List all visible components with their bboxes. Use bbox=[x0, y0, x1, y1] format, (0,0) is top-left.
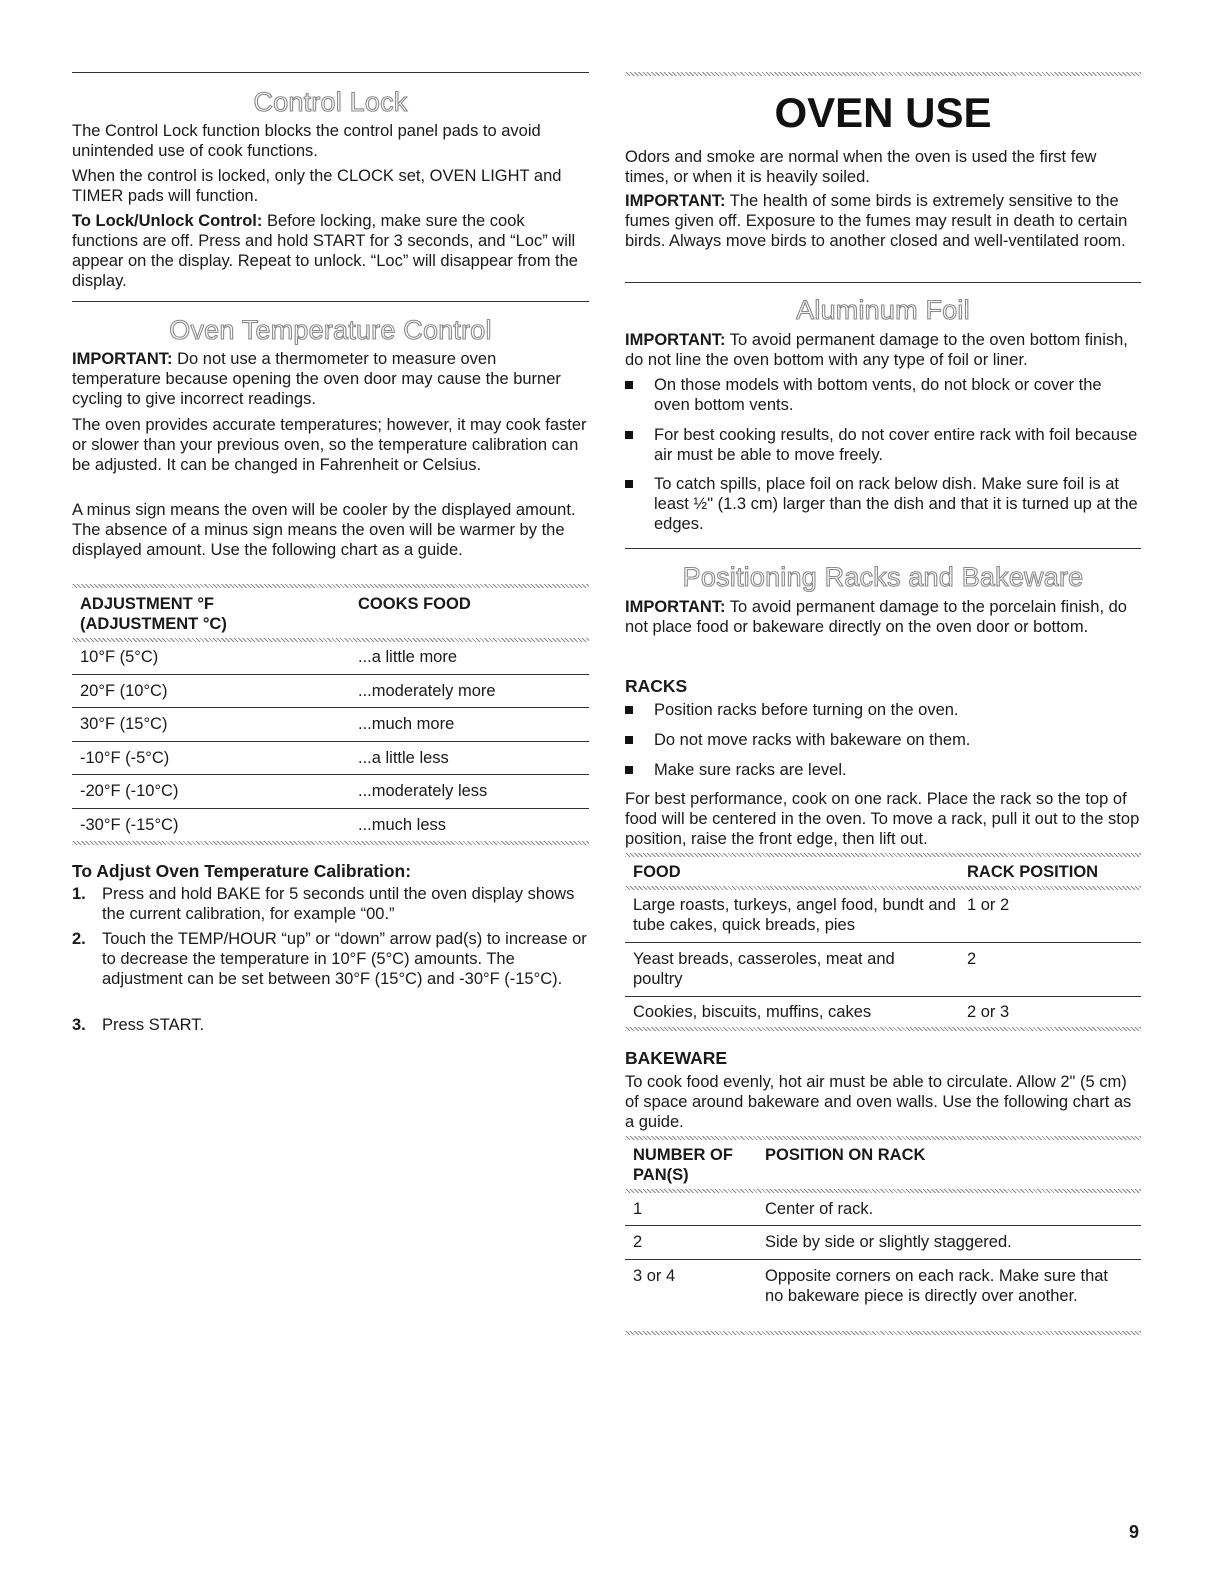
table-row-divider bbox=[72, 774, 589, 775]
table-cell-cooks-food: ...moderately more bbox=[358, 682, 496, 700]
positioning-racks-title: Positioning Racks and Bakeware bbox=[682, 562, 1084, 592]
bullet-text: Position racks before turning on the oven. bbox=[654, 701, 959, 719]
table-cell-position: Center of rack. bbox=[765, 1200, 874, 1218]
table-cell-position: Side by side or slightly staggered. bbox=[765, 1233, 1012, 1251]
oven-use-paragraph-2 bbox=[625, 191, 1141, 251]
table-header-border bbox=[625, 886, 1141, 890]
calibration-step-2 bbox=[72, 929, 589, 989]
positioning-paragraph bbox=[625, 597, 1141, 637]
table-row-divider bbox=[625, 1259, 1141, 1260]
bullet-text: Make sure racks are level. bbox=[654, 761, 847, 779]
step-text: Press START. bbox=[102, 1016, 205, 1034]
oven-temp-paragraph-3: A minus sign means the oven will be cooler by the displayed amount. The absence of a minus sign means the oven will be warmer by the displayed amount. Use the following chart as a guide. bbox=[72, 501, 576, 559]
table-cell-pans: 1 bbox=[633, 1200, 643, 1218]
table-cell-adjustment: 10°F (5°C) bbox=[80, 648, 159, 666]
important-label: IMPORTANT: bbox=[625, 598, 726, 616]
bullet-square-icon bbox=[625, 480, 633, 488]
bullet-square-icon bbox=[625, 381, 633, 389]
oven-temp-paragraph-1 bbox=[72, 349, 589, 409]
control-lock-paragraph-2: When the control is locked, only the CLOCK set, OVEN LIGHT and TIMER pads will function. bbox=[72, 167, 562, 205]
step-number: 1. bbox=[72, 885, 86, 903]
important-label: IMPORTANT: bbox=[625, 331, 726, 349]
table-cell-pans: 3 or 4 bbox=[633, 1267, 676, 1285]
table-bottom-border bbox=[625, 1331, 1141, 1335]
table-cell-food: Cookies, biscuits, muffins, cakes bbox=[633, 1003, 872, 1021]
oven-temp-important-text: Do not use a thermometer to measure oven temperature because opening the oven door may cause the burner cycling to give incorrect readings. bbox=[72, 350, 561, 408]
section-divider bbox=[72, 301, 589, 302]
table-cell-position: Opposite corners on each rack. Make sure that no bakeware piece is directly over another. bbox=[765, 1267, 1109, 1305]
table-cell-cooks-food: ...much more bbox=[358, 715, 455, 733]
calibration-step-3 bbox=[72, 1015, 589, 1035]
table-cell-food: Large roasts, turkeys, angel food, bundt and tube cakes, quick breads, pies bbox=[633, 896, 956, 934]
bullet-square-icon bbox=[625, 706, 633, 714]
calibration-heading: To Adjust Oven Temperature Calibration: bbox=[72, 861, 412, 881]
control-lock-paragraph-1: The Control Lock function blocks the control panel pads to avoid unintended use of cook functions. bbox=[72, 122, 541, 160]
rack-position-header: RACK POSITION bbox=[967, 863, 1099, 881]
bullet-text: To catch spills, place foil on rack below dish. Make sure foil is at least ½" (1.3 cm) larger than the dish and that it is turned up at the edges. bbox=[654, 475, 1138, 533]
table-cell-rack-position: 2 bbox=[967, 950, 977, 968]
section-divider bbox=[72, 72, 589, 73]
table-row-divider bbox=[72, 707, 589, 708]
table-row-divider bbox=[625, 942, 1141, 943]
oven-use-important-text: The health of some birds is extremely sensitive to the fumes given off. Exposure to the fumes may result in death to certain birds. Always move birds to another closed and well-ventilated room. bbox=[625, 192, 1128, 250]
table-row-divider bbox=[625, 1225, 1141, 1226]
table-row-divider bbox=[72, 741, 589, 742]
racks-heading: RACKS bbox=[625, 676, 688, 696]
food-header: FOOD bbox=[633, 863, 681, 881]
table-cell-adjustment: -10°F (-5°C) bbox=[80, 749, 170, 767]
table-bottom-border bbox=[625, 1027, 1141, 1031]
position-on-rack-header: POSITION ON RACK bbox=[765, 1146, 926, 1164]
oven-temp-paragraph-2: The oven provides accurate temperatures; however, it may cook faster or slower than your previous oven, so the temperature calibration can be adjusted. It can be changed in Fahrenheit or Celsius. bbox=[72, 416, 587, 474]
table-row-divider bbox=[72, 808, 589, 809]
section-divider bbox=[625, 548, 1141, 549]
bullet-text: For best cooking results, do not cover entire rack with foil because air must be able to move freely. bbox=[654, 426, 1138, 464]
bullet-text: On those models with bottom vents, do not block or cover the oven bottom vents. bbox=[654, 376, 1102, 414]
racks-paragraph: For best performance, cook on one rack. Place the rack so the top of food will be centered in the oven. To move a rack, pull it out to the stop position, raise the front edge, then lift out. bbox=[625, 790, 1140, 848]
foil-bullet-item bbox=[625, 474, 1141, 534]
section-divider bbox=[625, 282, 1141, 283]
bullet-square-icon bbox=[625, 431, 633, 439]
oven-use-paragraph-1: Odors and smoke are normal when the oven is used the first few times, or when it is heavily soiled. bbox=[625, 148, 1097, 186]
lock-unlock-text: Before locking, make sure the cook functions are off. Press and hold START for 3 seconds, and “Loc” will appear on the display. Repeat to unlock. “Loc” will disappear from the display. bbox=[72, 212, 578, 290]
table-bottom-border bbox=[72, 841, 589, 845]
number-of-pans-header: NUMBER OF PAN(S) bbox=[633, 1146, 733, 1184]
table-cell-pans: 2 bbox=[633, 1233, 643, 1251]
adjustment-c-header: (ADJUSTMENT °C) bbox=[80, 615, 227, 633]
aluminum-foil-paragraph bbox=[625, 330, 1141, 370]
foil-bullet-item bbox=[625, 375, 1141, 415]
cooks-food-header: COOKS FOOD bbox=[358, 595, 471, 613]
calibration-step-1 bbox=[72, 884, 589, 924]
table-cell-food: Yeast breads, casseroles, meat and poultry bbox=[633, 950, 895, 988]
table-top-border bbox=[72, 584, 589, 588]
aluminum-foil-title: Aluminum Foil bbox=[796, 295, 970, 325]
oven-use-title: OVEN USE bbox=[774, 89, 992, 136]
table-cell-adjustment: 30°F (15°C) bbox=[80, 715, 168, 733]
racks-bullet-item bbox=[625, 700, 1141, 720]
table-row-divider bbox=[625, 996, 1141, 997]
table-top-border bbox=[625, 1136, 1141, 1140]
adjustment-f-header: ADJUSTMENT °F bbox=[80, 595, 215, 613]
bakeware-paragraph: To cook food evenly, hot air must be able to circulate. Allow 2" (5 cm) of space around bakeware and oven walls. Use the following chart as a guide. bbox=[625, 1073, 1132, 1131]
step-number: 3. bbox=[72, 1016, 86, 1034]
important-label: IMPORTANT: bbox=[72, 350, 173, 368]
bakeware-heading: BAKEWARE bbox=[625, 1048, 728, 1068]
table-cell-cooks-food: ...a little more bbox=[358, 648, 458, 666]
racks-bullet-item bbox=[625, 730, 1141, 750]
bullet-square-icon bbox=[625, 736, 633, 744]
step-text: Touch the TEMP/HOUR “up” or “down” arrow pad(s) to increase or to decrease the temperature in 10°F (5°C) amounts. The adjustment can be set between 30°F (15°C) and -30°F (-15°C). bbox=[102, 930, 587, 988]
racks-bullet-item bbox=[625, 760, 1141, 780]
step-number: 2. bbox=[72, 930, 86, 948]
table-cell-rack-position: 1 or 2 bbox=[967, 896, 1010, 914]
oven-temperature-control-title: Oven Temperature Control bbox=[169, 315, 492, 345]
lock-unlock-label: To Lock/Unlock Control: bbox=[72, 212, 263, 230]
bullet-square-icon bbox=[625, 766, 633, 774]
table-cell-adjustment: 20°F (10°C) bbox=[80, 682, 168, 700]
control-lock-paragraph-3 bbox=[72, 211, 589, 291]
aluminum-foil-important-text: To avoid permanent damage to the oven bottom finish, do not line the oven bottom with any type of foil or liner. bbox=[625, 331, 1128, 369]
table-cell-adjustment: -20°F (-10°C) bbox=[80, 782, 179, 800]
table-cell-cooks-food: ...moderately less bbox=[358, 782, 488, 800]
page-number: 9 bbox=[1129, 1522, 1140, 1542]
table-cell-rack-position: 2 or 3 bbox=[967, 1003, 1010, 1021]
positioning-important-text: To avoid permanent damage to the porcelain finish, do not place food or bakeware directly on the oven door or bottom. bbox=[625, 598, 1127, 636]
table-header-border bbox=[72, 638, 589, 642]
bullet-text: Do not move racks with bakeware on them. bbox=[654, 731, 971, 749]
table-top-border bbox=[625, 853, 1141, 857]
table-row-divider bbox=[72, 674, 589, 675]
header-border bbox=[625, 72, 1141, 76]
table-cell-cooks-food: ...much less bbox=[358, 816, 447, 834]
table-header-border bbox=[625, 1189, 1141, 1193]
table-cell-adjustment: -30°F (-15°C) bbox=[80, 816, 179, 834]
important-label: IMPORTANT: bbox=[625, 192, 726, 210]
table-cell-cooks-food: ...a little less bbox=[358, 749, 449, 767]
control-lock-title: Control Lock bbox=[253, 87, 408, 117]
foil-bullet-item bbox=[625, 425, 1141, 465]
step-text: Press and hold BAKE for 5 seconds until the oven display shows the current calibration, for example “00.” bbox=[102, 885, 575, 923]
